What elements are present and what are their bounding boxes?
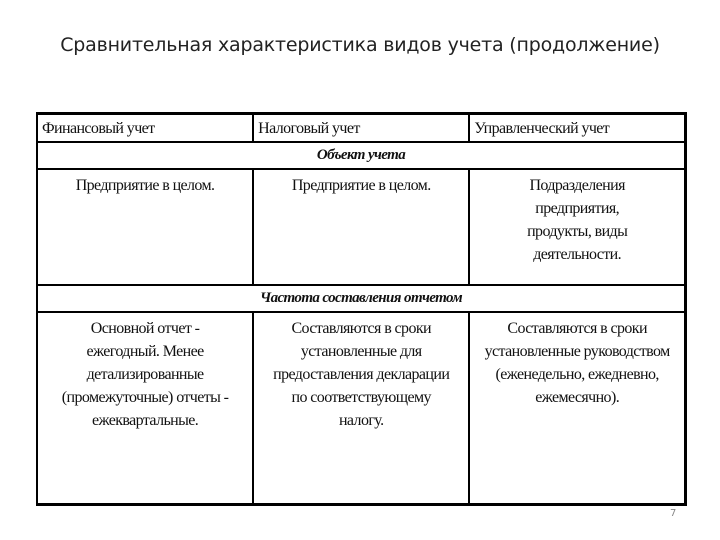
cell-financial-object: Предприятие в целом. — [37, 169, 253, 285]
slide-title: Сравнительная характеристика видов учета (продолжение) — [60, 34, 660, 56]
cell-financial-frequency: Основной отчет - ежегодный. Менее детализированные (промежуточные) отчеты - ежеквартальные. — [37, 312, 253, 505]
page-number: 7 — [670, 508, 677, 519]
cell-management-object: Подразделения предприятия, продукты, виды деятельности. — [469, 169, 685, 285]
section-report-frequency: Частота составления отчетом — [37, 285, 686, 312]
header-financial: Финансовый учет — [37, 114, 253, 143]
cell-tax-frequency: Составляются в сроки установленные для предоставления декларации по соответствующему налогу. — [253, 312, 469, 505]
section-row — [37, 285, 686, 312]
header-tax: Налоговый учет — [253, 114, 469, 143]
header-row — [37, 114, 686, 143]
cell-management-frequency: Составляются в сроки установленные руководством (еженедельно, ежедневно, ежемесячно). — [469, 312, 685, 505]
table-row — [37, 312, 686, 505]
table-row — [37, 169, 686, 285]
cell-tax-object: Предприятие в целом. — [253, 169, 469, 285]
section-accounting-object: Объект учета — [37, 142, 686, 169]
section-row — [37, 142, 686, 169]
header-management: Управленческий учет — [469, 114, 685, 143]
comparison-table — [36, 112, 687, 506]
